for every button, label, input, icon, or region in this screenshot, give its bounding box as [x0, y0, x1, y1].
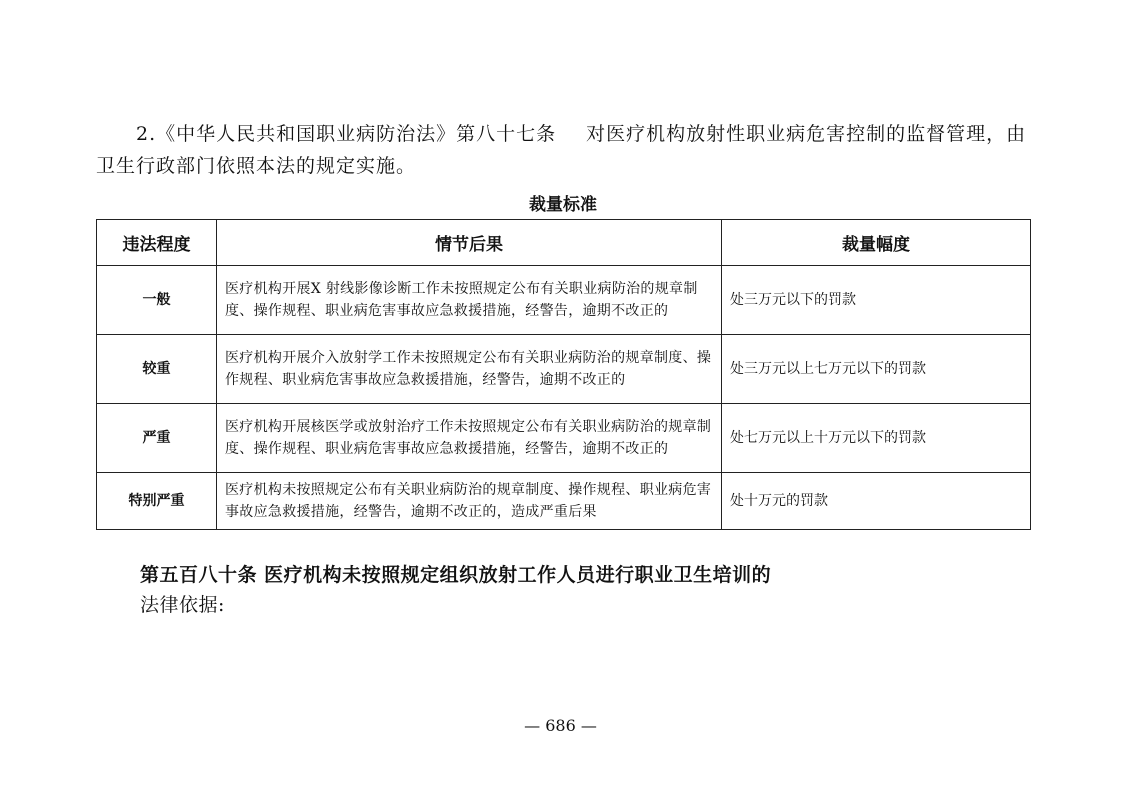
circumstance-cell: 医疗机构开展核医学或放射治疗工作未按照规定公布有关职业病防治的规章制度、操作规程、职业病危害事故应急救援措施，经警告，逾期不改正的 — [217, 404, 722, 473]
penalty-cell: 处七万元以上十万元以下的罚款 — [722, 404, 1031, 473]
table-title: 裁量标准 — [529, 195, 597, 215]
header-circumstance: 情节后果 — [217, 220, 722, 266]
table-row — [97, 404, 1031, 473]
intro-text: 对医疗机构放射性职业病危害控制的监督管理，由卫生行政部门依照本法的规定实施。 — [96, 123, 1027, 177]
severity-cell: 严重 — [97, 404, 217, 473]
table-header-row — [97, 220, 1031, 266]
circumstance-cell: 医疗机构开展介入放射学工作未按照规定公布有关职业病防治的规章制度、操作规程、职业病危害事故应急救援措施，经警告，逾期不改正的 — [217, 335, 722, 404]
circumstance-cell: 医疗机构未按照规定公布有关职业病防治的规章制度、操作规程、职业病危害事故应急救援措施，经警告，逾期不改正的，造成严重后果 — [217, 473, 722, 530]
article-heading: 第五百八十条 医疗机构未按照规定组织放射工作人员进行职业卫生培训的 — [140, 564, 772, 586]
sanction-table — [96, 219, 1031, 530]
penalty-cell: 处三万元以下的罚款 — [722, 266, 1031, 335]
table-row — [97, 335, 1031, 404]
legal-basis-label: 法律依据: — [140, 594, 225, 616]
intro-number: 2. — [136, 123, 157, 145]
header-severity: 违法程度 — [97, 220, 217, 266]
severity-cell: 特别严重 — [97, 473, 217, 530]
penalty-cell: 处十万元的罚款 — [722, 473, 1031, 530]
table-row — [97, 266, 1031, 335]
circumstance-cell: 医疗机构开展X 射线影像诊断工作未按照规定公布有关职业病防治的规章制度、操作规程、职业病危害事故应急救援措施，经警告，逾期不改正的 — [217, 266, 722, 335]
severity-cell: 较重 — [97, 335, 217, 404]
table-row — [97, 473, 1031, 530]
header-penalty: 裁量幅度 — [722, 220, 1031, 266]
page-number: — 686 — — [524, 716, 597, 735]
penalty-cell: 处三万元以上七万元以下的罚款 — [722, 335, 1031, 404]
severity-cell: 一般 — [97, 266, 217, 335]
law-title: 《中华人民共和国职业病防治法》第八十七条 — [156, 123, 557, 145]
intro-paragraph — [96, 118, 1031, 182]
